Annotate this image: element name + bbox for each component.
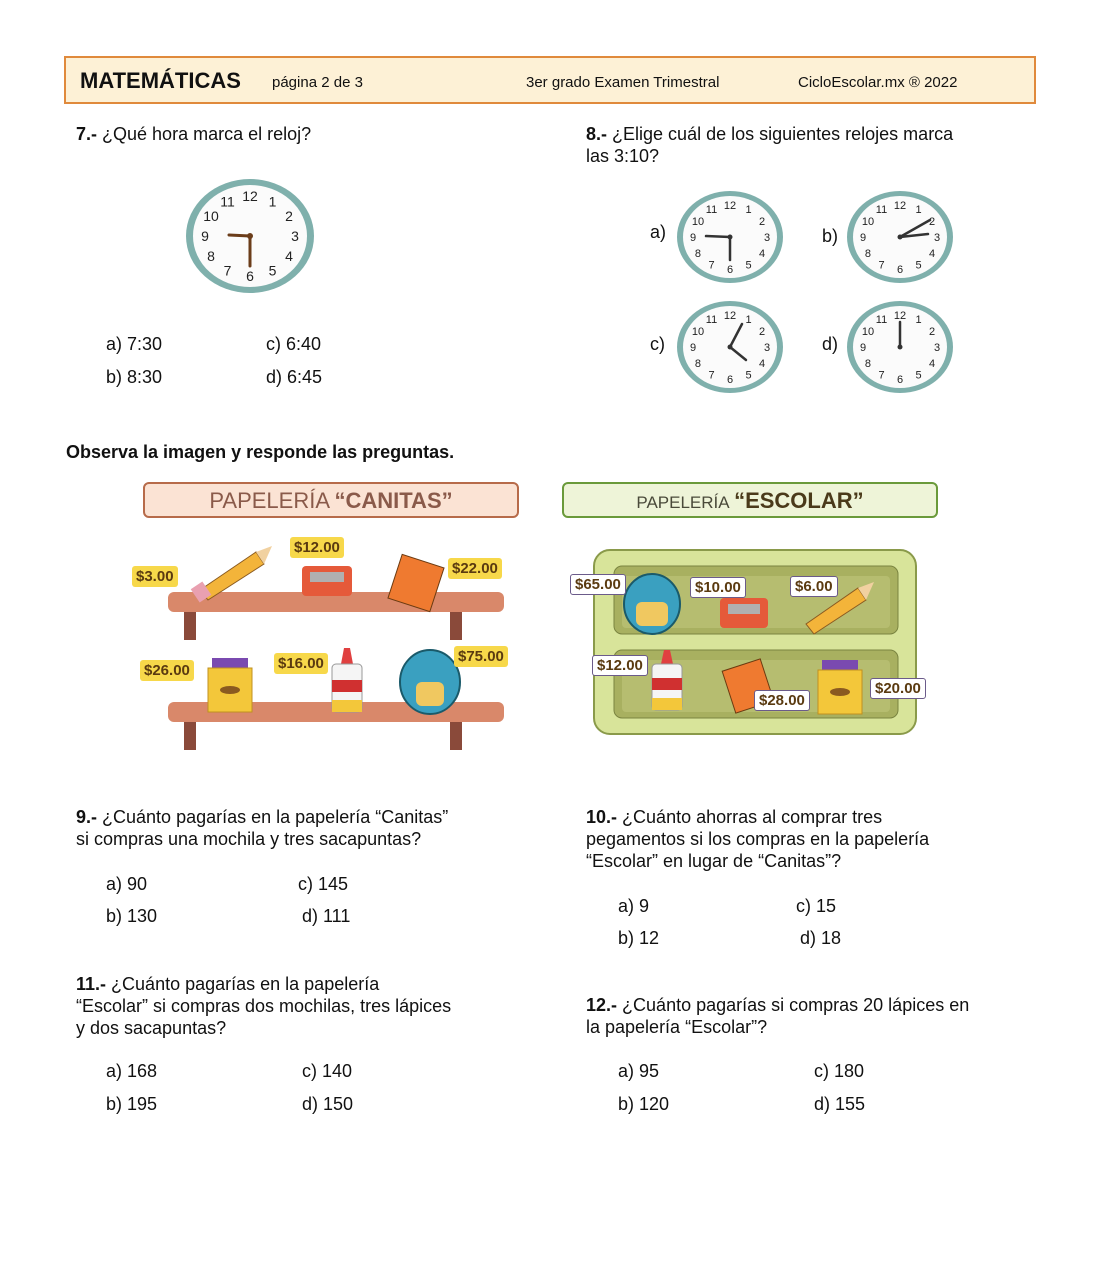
- clock-option-b[interactable]: [846, 190, 954, 284]
- question-10-text-2: pegamentos si los compras en la papelería: [586, 829, 930, 849]
- q10-option-d[interactable]: d) 18: [800, 928, 842, 948]
- q12-option-a[interactable]: a) 95: [618, 1061, 660, 1081]
- clock-numeral: 3: [291, 227, 299, 244]
- page-number: página 2 de 3: [272, 74, 363, 91]
- store-escolar-prefix: PAPELERÍA: [636, 493, 730, 512]
- clock-numeral: 6: [246, 267, 254, 284]
- q12-option-b[interactable]: b) 120: [618, 1094, 670, 1114]
- escolar-price-backpack: $65.00: [570, 574, 626, 595]
- clock-numeral: 8: [864, 247, 872, 260]
- clock-numeral: 8: [864, 357, 872, 370]
- clock-numeral: 5: [915, 369, 922, 382]
- escolar-price-notebook: $28.00: [754, 690, 810, 711]
- store-escolar-title: [562, 482, 938, 518]
- clock-numeral: 3: [933, 341, 941, 354]
- question-11-number: 11.-: [76, 974, 107, 994]
- q9-option-c[interactable]: c) 145: [298, 874, 349, 894]
- sharpener-icon: [302, 566, 352, 596]
- q12-option-c[interactable]: c) 180: [814, 1061, 865, 1081]
- clock-numeral: 11: [705, 314, 718, 327]
- canitas-price-notebook: $22.00: [448, 558, 502, 579]
- exam-grade: 3er grado Examen Trimestral: [526, 74, 720, 91]
- clock-numeral: 7: [708, 369, 715, 382]
- clock-numeral: 1: [915, 314, 922, 327]
- store-escolar-name: “ESCOLAR”: [734, 488, 864, 513]
- clock-numeral: 7: [878, 369, 885, 382]
- clock-numeral: 3: [763, 231, 771, 244]
- q12-option-d[interactable]: d) 155: [814, 1094, 866, 1114]
- clock-numeral: 10: [861, 215, 875, 228]
- question-10-text-1: ¿Cuánto ahorras al comprar tres: [622, 807, 883, 827]
- crayons-box-icon-2: [818, 660, 862, 714]
- clock-numeral: 8: [207, 247, 215, 264]
- store-canitas-name: “CANITAS”: [334, 488, 453, 513]
- q7-option-c[interactable]: c) 6:40: [266, 334, 322, 354]
- clock-numeral: 4: [285, 247, 293, 264]
- question-12-text-2: la papelería “Escolar”?: [586, 1017, 768, 1037]
- canitas-price-sharpener: $12.00: [290, 537, 344, 558]
- clock-numeral: 4: [758, 247, 766, 260]
- q11-option-a[interactable]: a) 168: [106, 1061, 158, 1081]
- clock-numeral: 3: [763, 341, 771, 354]
- clock-numeral: 8: [694, 357, 702, 370]
- question-12-number: 12.-: [586, 995, 618, 1015]
- clock-numeral: 11: [220, 193, 235, 210]
- clock-numeral: 12: [893, 309, 907, 322]
- clock-numeral: 2: [285, 207, 293, 224]
- q11-option-c[interactable]: c) 140: [302, 1061, 353, 1081]
- clock-numeral: 1: [915, 204, 922, 217]
- clock-numeral: 12: [242, 187, 258, 204]
- backpack-icon: [400, 650, 460, 714]
- question-8-number: 8.-: [586, 124, 608, 144]
- clock-option-d[interactable]: [846, 300, 954, 394]
- q7-option-d[interactable]: d) 6:45: [266, 367, 323, 387]
- question-8: [586, 123, 1056, 167]
- clock-numeral: 5: [745, 369, 752, 382]
- clock-numeral: 12: [893, 199, 907, 212]
- clock-numeral: 9: [689, 341, 697, 354]
- clock-numeral: 10: [691, 325, 705, 338]
- canitas-price-backpack: $75.00: [454, 646, 508, 667]
- clock-option-c[interactable]: [676, 300, 784, 394]
- question-9: [76, 806, 448, 850]
- instruction-text: Observa la imagen y responde las preguntas.: [66, 442, 455, 462]
- clock-numeral: 11: [705, 204, 718, 217]
- q8-label-a[interactable]: a): [650, 222, 667, 242]
- q9-option-a[interactable]: a) 90: [106, 874, 148, 894]
- page-header: [64, 56, 1036, 104]
- q10-option-b[interactable]: b) 12: [618, 928, 660, 948]
- clock-numeral: 6: [726, 373, 734, 386]
- clock-numeral: 9: [689, 231, 697, 244]
- clock-numeral: 8: [694, 247, 702, 260]
- q11-option-b[interactable]: b) 195: [106, 1094, 158, 1114]
- crayons-box-icon: [208, 658, 252, 712]
- clock-numeral: 10: [203, 207, 219, 224]
- clock-numeral: 4: [928, 247, 936, 260]
- clock-numeral: 1: [268, 193, 277, 210]
- clock-numeral: 10: [691, 215, 705, 228]
- clock-numeral: 6: [726, 263, 734, 276]
- clock-numeral: 2: [758, 325, 766, 338]
- clock-numeral: 1: [745, 204, 752, 217]
- site-credit: CicloEscolar.mx ® 2022: [798, 74, 958, 91]
- question-11-text-1: ¿Cuánto pagarías en la papelería: [111, 974, 380, 994]
- question-9-text-1: ¿Cuánto pagarías en la papelería “Canitas”: [102, 807, 449, 827]
- clock-numeral: 4: [758, 357, 766, 370]
- question-8-text-1: ¿Elige cuál de los siguientes relojes marca: [612, 124, 954, 144]
- subject-title: MATEMÁTICAS: [80, 68, 241, 93]
- clock-numeral: 4: [928, 357, 936, 370]
- clock-option-a[interactable]: [676, 190, 784, 284]
- question-10-number: 10.-: [586, 807, 618, 827]
- clock-numeral: 7: [708, 259, 715, 272]
- clock-numeral: 6: [896, 373, 904, 386]
- q10-option-c[interactable]: c) 15: [796, 896, 837, 916]
- question-9-text-2: si compras una mochila y tres sacapuntas?: [76, 829, 422, 849]
- q10-option-a[interactable]: a) 9: [618, 896, 650, 916]
- clock-q7: [184, 176, 316, 296]
- canitas-price-pencil: $3.00: [132, 566, 178, 587]
- question-12: [586, 994, 969, 1038]
- question-7-text: ¿Qué hora marca el reloj?: [102, 124, 312, 144]
- question-7: [76, 123, 311, 145]
- escolar-price-pencil: $6.00: [790, 576, 838, 597]
- clock-numeral: 2: [928, 325, 936, 338]
- canitas-price-glue: $16.00: [274, 653, 328, 674]
- q8-label-b[interactable]: b): [822, 226, 839, 246]
- clock-numeral: 9: [859, 231, 867, 244]
- question-12-text-1: ¿Cuánto pagarías si compras 20 lápices en: [622, 995, 970, 1015]
- question-11: [76, 973, 451, 1039]
- q9-option-b[interactable]: b) 130: [106, 906, 158, 926]
- clock-numeral: 5: [268, 262, 277, 279]
- clock-numeral: 7: [878, 259, 885, 272]
- question-10-text-3: “Escolar” en lugar de “Canitas”?: [586, 851, 842, 871]
- question-11-text-2: “Escolar” si compras dos mochilas, tres lápices: [76, 996, 452, 1016]
- clock-numeral: 5: [745, 259, 752, 272]
- clock-numeral: 12: [723, 199, 737, 212]
- question-7-number: 7.-: [76, 124, 98, 144]
- question-11-text-3: y dos sacapuntas?: [76, 1018, 227, 1038]
- clock-numeral: 5: [915, 259, 922, 272]
- backpack-icon-2: [624, 574, 680, 634]
- q11-option-d[interactable]: d) 150: [302, 1094, 354, 1114]
- clock-numeral: 11: [875, 204, 888, 217]
- canitas-price-crayons: $26.00: [140, 660, 194, 681]
- q8-label-c[interactable]: c): [650, 334, 665, 354]
- clock-numeral: 3: [933, 231, 941, 244]
- escolar-price-crayons: $20.00: [870, 678, 926, 699]
- store-canitas-prefix: PAPELERÍA: [209, 488, 331, 513]
- clock-numeral: 12: [723, 309, 737, 322]
- glue-icon: [332, 648, 362, 712]
- clock-numeral: 9: [859, 341, 867, 354]
- question-9-number: 9.-: [76, 807, 98, 827]
- clock-numeral: 10: [861, 325, 875, 338]
- store-canitas-title: [143, 482, 519, 518]
- q7-option-b[interactable]: b) 8:30: [106, 367, 163, 387]
- clock-numeral: 2: [758, 215, 766, 228]
- clock-numeral: 1: [745, 314, 752, 327]
- clock-numeral: 6: [896, 263, 904, 276]
- question-8-text-2: las 3:10?: [586, 146, 660, 166]
- q8-label-d[interactable]: d): [822, 334, 839, 354]
- clock-numeral: 9: [201, 227, 209, 244]
- clock-numeral: 7: [223, 262, 232, 279]
- question-10: [586, 806, 929, 872]
- escolar-price-sharpener: $10.00: [690, 577, 746, 598]
- clock-numeral: 11: [875, 314, 888, 327]
- q9-option-d[interactable]: d) 111: [302, 906, 351, 926]
- clock-numeral: 2: [928, 215, 936, 228]
- sharpener-icon-2: [720, 598, 768, 628]
- escolar-price-glue: $12.00: [592, 655, 648, 676]
- q7-option-a[interactable]: a) 7:30: [106, 334, 163, 354]
